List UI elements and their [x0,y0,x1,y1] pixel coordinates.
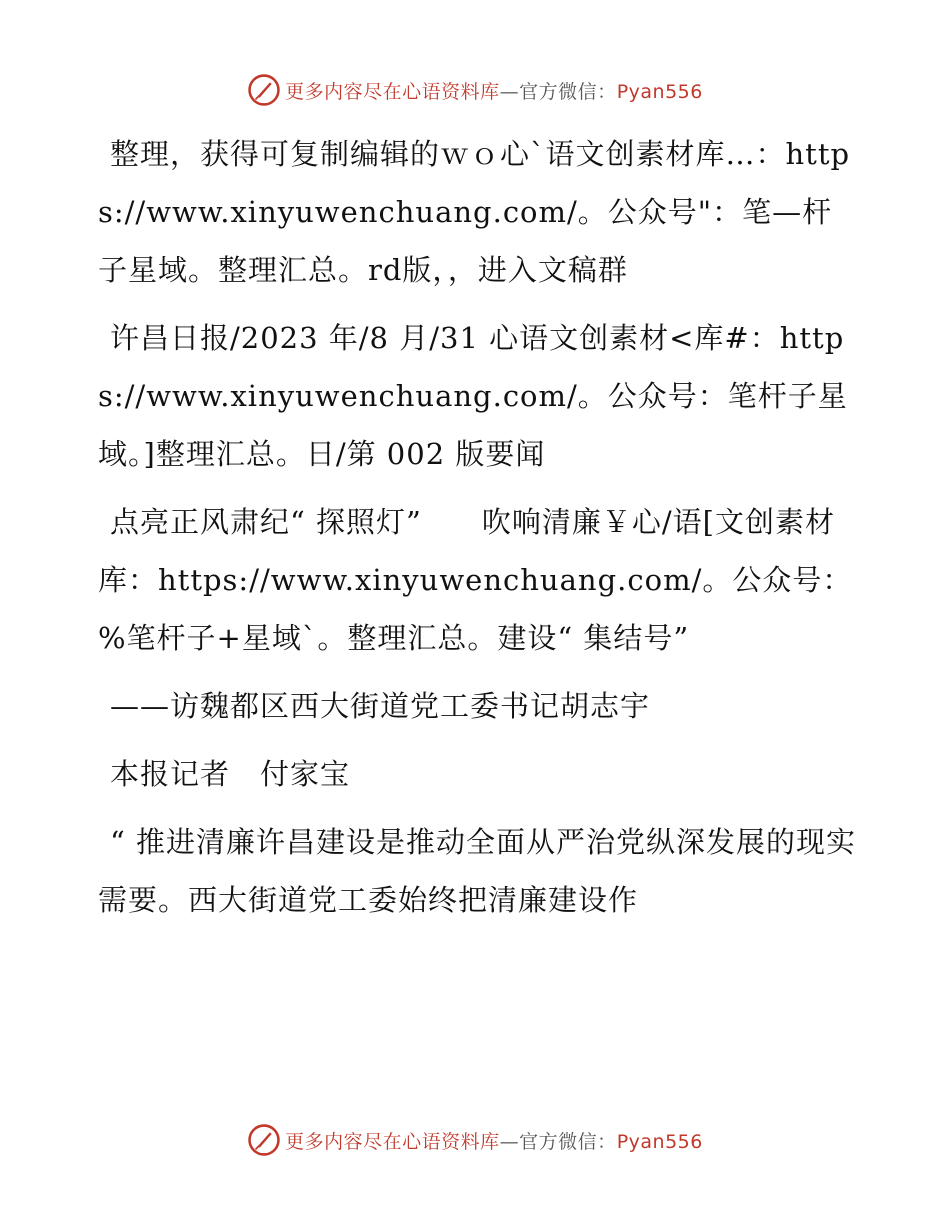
quill-logo-icon [247,1123,281,1157]
paragraph [98,745,858,803]
paragraph [98,125,858,299]
paragraph [98,677,858,735]
banner-wechat-label: 官方微信： [519,1130,617,1153]
banner-text [285,77,703,104]
banner-text [285,1127,703,1154]
document-body [98,125,858,939]
paragraph [98,493,858,667]
banner-wechat-id: Pyan556 [616,80,703,103]
header-watermark-banner [0,70,950,110]
paragraph-text: “ 推进清廉许昌建设是推动全面从严治党纵深发展的现实需要。西大街道党工委始终把清廉建设作 [98,825,857,917]
banner-wechat-id: Pyan556 [616,1130,703,1153]
banner-dash: — [499,1130,520,1153]
banner-site-text: 更多内容尽在心语资料库 [285,1130,500,1153]
paragraph [98,309,858,483]
footer-watermark-banner [0,1120,950,1160]
banner-site-text: 更多内容尽在心语资料库 [285,80,500,103]
paragraph-text: ——访魏都区西大街道党工委书记胡志宇 [110,689,651,723]
paragraph-text: 整理，获得可复制编辑的ｗｏ心`语文创素材库…：https://www.xinyuwenchuang.com/。公众号"：笔—杆子星域。整理汇总。rd版，，进入文稿群 [98,137,851,287]
paragraph-text: 本报记者 付家宝 [110,757,351,791]
paragraph-text: 许昌日报/2023 年/8 月/31 心语文创素材<库#：https://www.xinyuwenchuang.com/。公众号：笔杆子星域。]整理汇总。日/第 002 版要闻 [98,321,848,471]
banner-dash: — [499,80,520,103]
quill-logo-icon [247,73,281,107]
paragraph [98,813,858,929]
paragraph-text: 点亮正风肃纪“ 探照灯” 吹响清廉￥心/语[文创素材库：https://www.xinyuwenchuang.com/。公众号：%笔杆子+星域`。整理汇总。建设“ 集结号” [98,505,853,655]
banner-wechat-label: 官方微信： [519,80,617,103]
